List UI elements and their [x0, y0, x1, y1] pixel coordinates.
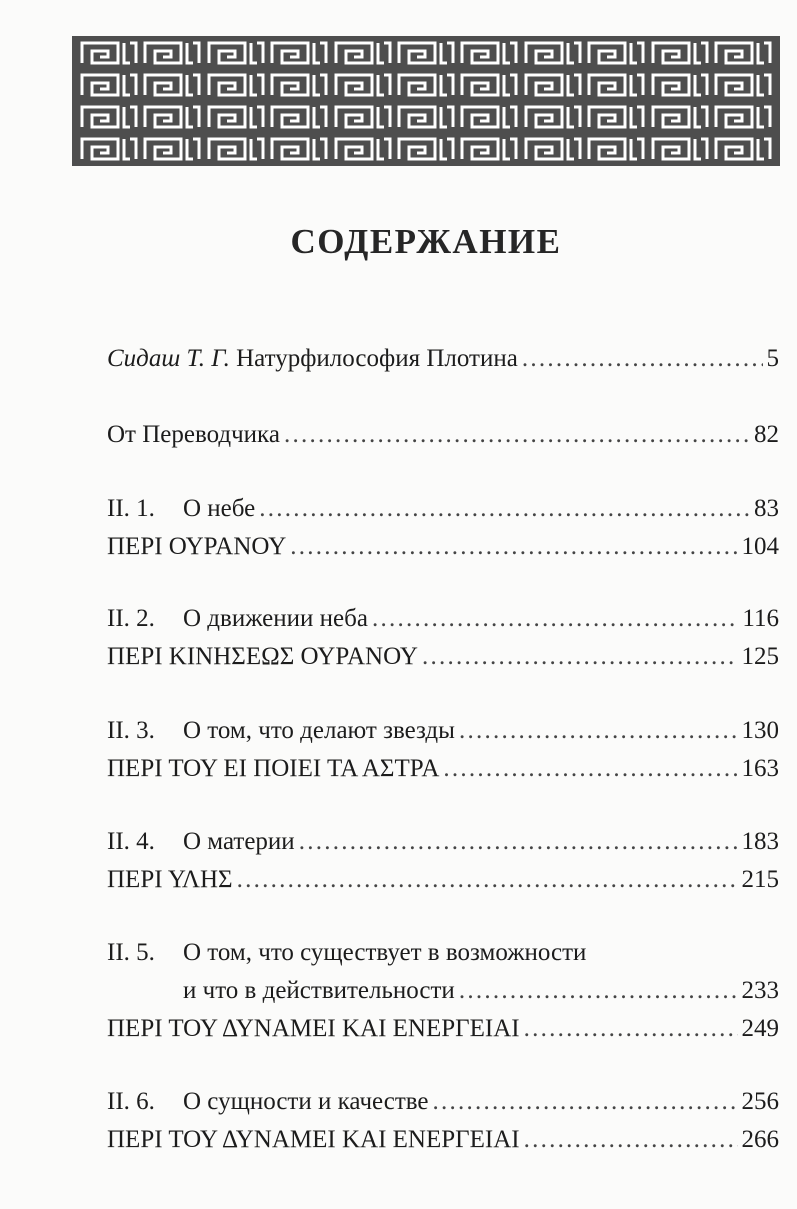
meander-unit-icon — [207, 103, 265, 131]
meander-unit-icon — [460, 103, 518, 131]
toc-entry-text: ΠΕΡΙ ΤΟΥ ΔΥΝΑΜΕΙ ΚΑΙ ΕΝΕΡΓΕΙΑΙ — [107, 1015, 520, 1042]
toc-entry-text: О том, что существует в возможности — [183, 939, 587, 966]
page-title: СОДЕРЖАНИЕ — [290, 222, 562, 261]
toc-entry-text: О движении неба — [183, 605, 368, 632]
toc-entry-text: О материи — [183, 828, 295, 855]
toc-entry-introduction — [107, 344, 779, 374]
toc-page-number: 163 — [741, 755, 779, 782]
toc-entry-ii-5 — [107, 938, 779, 968]
meander-row — [80, 103, 772, 131]
meander-row — [80, 39, 772, 67]
meander-unit-icon — [524, 39, 582, 67]
meander-row — [80, 135, 772, 163]
toc-entry-number: II. 4. — [107, 828, 155, 855]
toc-entry-text: От Переводчика — [107, 421, 280, 448]
toc-entry-translator-note — [107, 420, 779, 450]
meander-unit-icon — [207, 135, 265, 163]
meander-unit-icon — [397, 71, 455, 99]
meander-unit-icon — [460, 39, 518, 67]
dot-leader — [299, 827, 738, 857]
dot-leader — [372, 604, 738, 634]
meander-unit-icon — [207, 39, 265, 67]
meander-unit-icon — [270, 39, 328, 67]
meander-unit-icon — [587, 71, 645, 99]
meander-unit-icon — [524, 135, 582, 163]
meander-unit-icon — [587, 103, 645, 131]
meander-row — [80, 71, 772, 99]
toc-entry-ii-6-greek — [107, 1125, 779, 1155]
dot-leader — [290, 532, 737, 562]
toc-entry-ii-3-greek — [107, 754, 779, 784]
meander-unit-icon — [651, 71, 709, 99]
dot-leader — [443, 754, 737, 784]
meander-unit-icon — [587, 135, 645, 163]
toc-page-number: 256 — [741, 1088, 779, 1115]
meander-unit-icon — [334, 135, 392, 163]
toc-entry-ii-2-greek — [107, 642, 779, 672]
toc-entry-text: и что в действительности — [183, 977, 455, 1004]
toc-page-number: 104 — [741, 533, 779, 560]
toc-entry-text: О том, что делают звезды — [183, 717, 455, 744]
meander-unit-icon — [460, 71, 518, 99]
meander-unit-icon — [80, 39, 138, 67]
toc-entry-text: ΠΕΡΙ ΟΥΡΑΝΟΥ — [107, 533, 287, 560]
meander-unit-icon — [587, 39, 645, 67]
dot-leader — [422, 642, 738, 672]
meander-unit-icon — [714, 39, 772, 67]
toc-entry-ii-4 — [107, 827, 779, 857]
toc-entry-text: ΠΕΡΙ ΚΙΝΗΣΕΩΣ ΟΥΡΑΝΟΥ — [107, 643, 418, 670]
meander-unit-icon — [460, 135, 518, 163]
dot-leader — [522, 344, 763, 374]
toc-page-number: 183 — [741, 828, 779, 855]
toc-page-number: 82 — [754, 421, 779, 448]
toc-page-number: 215 — [741, 866, 779, 893]
toc-entry-number: II. 1. — [107, 495, 155, 522]
toc-entry-ii-3 — [107, 716, 779, 746]
meander-unit-icon — [80, 103, 138, 131]
toc-entry-ii-2 — [107, 604, 779, 634]
meander-unit-icon — [334, 71, 392, 99]
toc-page-number: 83 — [754, 495, 779, 522]
meander-unit-icon — [334, 103, 392, 131]
meander-unit-icon — [714, 103, 772, 131]
greek-key-border — [72, 36, 780, 166]
meander-unit-icon — [270, 71, 328, 99]
toc-page-number: 125 — [741, 643, 779, 670]
meander-unit-icon — [270, 103, 328, 131]
meander-unit-icon — [143, 135, 201, 163]
dot-leader — [284, 420, 750, 450]
toc-entry-ii-4-greek — [107, 865, 779, 895]
toc-entry-number: II. 6. — [107, 1088, 155, 1115]
toc-entry-text: Натурфилософия Плотина — [229, 345, 518, 372]
toc-entry-number: II. 2. — [107, 605, 155, 632]
toc-page-number: 5 — [766, 345, 779, 372]
meander-unit-icon — [651, 135, 709, 163]
toc-entry-ii-6 — [107, 1087, 779, 1117]
meander-unit-icon — [270, 135, 328, 163]
dot-leader — [524, 1014, 738, 1044]
toc-page-number: 266 — [741, 1126, 779, 1153]
meander-unit-icon — [143, 39, 201, 67]
meander-unit-icon — [207, 71, 265, 99]
toc-page-number: 233 — [741, 977, 779, 1004]
meander-unit-icon — [651, 103, 709, 131]
meander-unit-icon — [524, 71, 582, 99]
dot-leader — [237, 865, 738, 895]
meander-unit-icon — [397, 103, 455, 131]
dot-leader — [259, 494, 750, 524]
toc-entry-ii-5-continued — [183, 976, 779, 1006]
meander-unit-icon — [397, 135, 455, 163]
meander-unit-icon — [524, 103, 582, 131]
dot-leader — [459, 976, 738, 1006]
meander-unit-icon — [714, 71, 772, 99]
meander-unit-icon — [714, 135, 772, 163]
toc-page-number: 130 — [741, 717, 779, 744]
toc-entry-ii-1 — [107, 494, 779, 524]
toc-entry-text: ΠΕΡΙ ΤΟΥ ΕΙ ΠΟΙΕΙ ΤΑ ΑΣΤΡΑ — [107, 755, 440, 782]
toc-entry-ii-5-greek — [107, 1014, 779, 1044]
dot-leader — [524, 1125, 738, 1155]
meander-unit-icon — [143, 71, 201, 99]
meander-unit-icon — [80, 135, 138, 163]
toc-entry-ii-1-greek — [107, 532, 779, 562]
toc-entry-number: II. 3. — [107, 717, 155, 744]
toc-entry-text: О сущности и качестве — [183, 1088, 429, 1115]
toc-entry-number: II. 5. — [107, 939, 155, 966]
toc-entry-text: ΠΕΡΙ ΤΟΥ ΔΥΝΑΜΕΙ ΚΑΙ ΕΝΕΡΓΕΙΑΙ — [107, 1126, 520, 1153]
toc-entry-text: О небе — [183, 495, 256, 522]
meander-unit-icon — [80, 71, 138, 99]
dot-leader — [459, 716, 738, 746]
meander-unit-icon — [651, 39, 709, 67]
dot-leader — [433, 1087, 738, 1117]
meander-unit-icon — [143, 103, 201, 131]
meander-unit-icon — [334, 39, 392, 67]
toc-entry-author: Сидаш Т. Г. — [107, 345, 230, 372]
toc-page-number: 249 — [741, 1015, 779, 1042]
meander-unit-icon — [397, 39, 455, 67]
toc-page-number: 116 — [742, 605, 779, 632]
toc-entry-text: ΠΕΡΙ ΥΛΗΣ — [107, 866, 233, 893]
